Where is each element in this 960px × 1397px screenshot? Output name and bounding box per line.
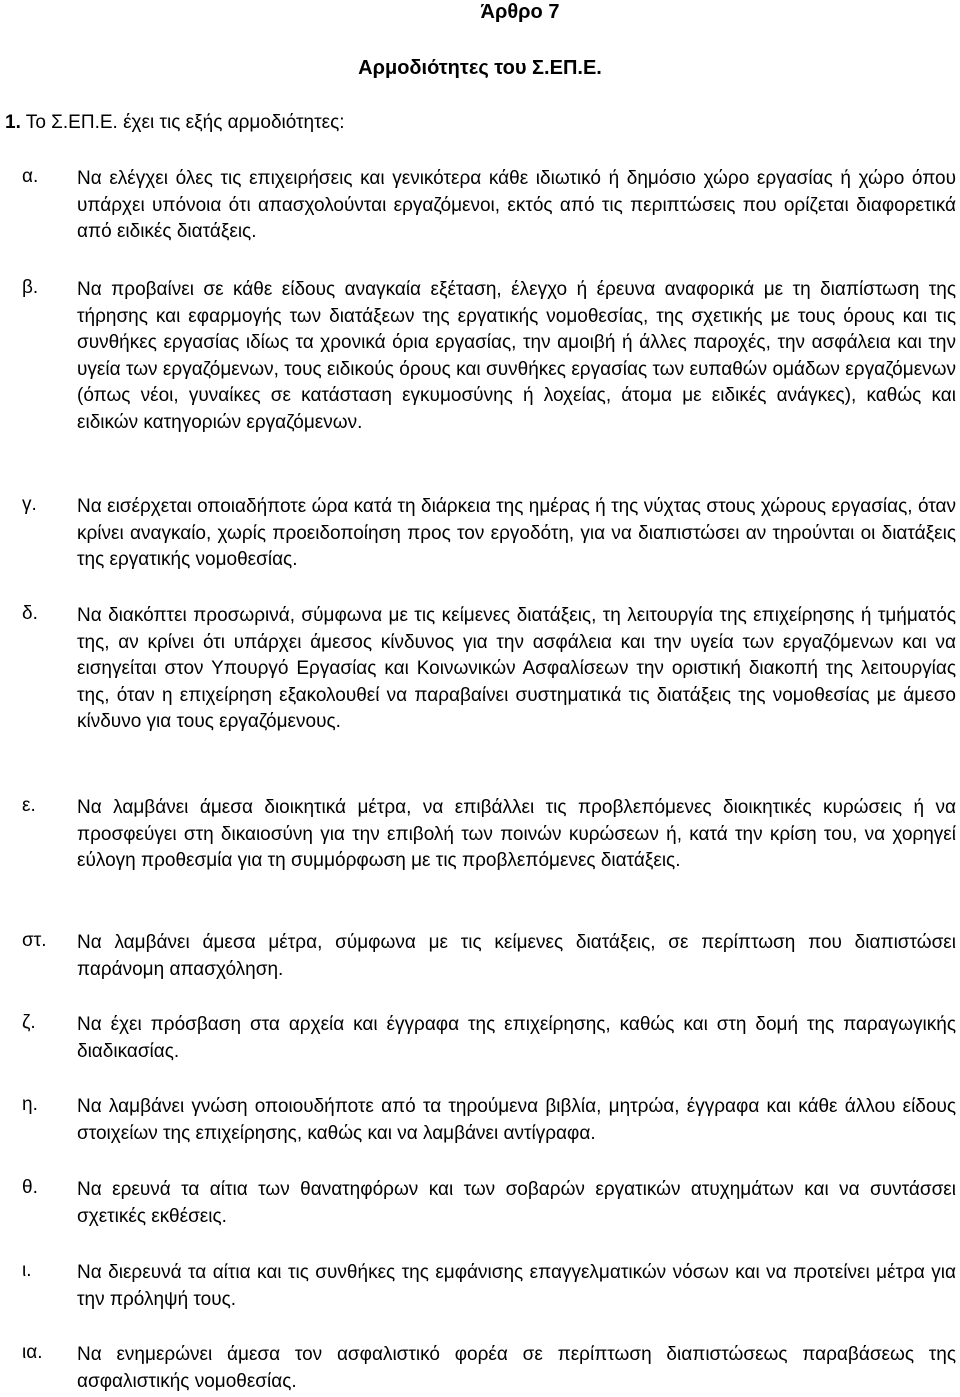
article-title: Άρθρο 7	[480, 1, 560, 23]
intro-text: Το Σ.ΕΠ.Ε. έχει τις εξής αρμοδιότητες:	[20, 112, 345, 133]
list-item-h	[22, 1094, 956, 1147]
item-text: Να έχει πρόσβαση στα αρχεία και έγγραφα της επιχείρησης, καθώς και στη δομή της παραγωγικής διαδικασίας.	[77, 1014, 956, 1062]
list-item-b	[22, 277, 956, 436]
list-item-i	[22, 1260, 956, 1313]
item-label: ε.	[22, 795, 36, 816]
list-item-ia	[22, 1342, 956, 1395]
item-label: δ.	[22, 603, 38, 624]
list-item-e	[22, 795, 956, 875]
article-subtitle: Αρμοδιότητες του Σ.ΕΠ.Ε.	[358, 57, 602, 79]
item-label: ια.	[22, 1342, 43, 1363]
item-label: γ.	[22, 494, 37, 515]
item-text: Να εισέρχεται οποιαδήποτε ώρα κατά τη διάρκεια της ημέρας ή της νύχτας στους χώρους εργασίας, όταν κρίνει αναγκαίο, χωρίς προειδοποίηση προς τον εργοδότη, για να διαπιστώσει αν τηρούνται οι διατάξεις της εργατικής νομοθεσίας.	[77, 496, 956, 570]
item-text: Να λαμβάνει άμεσα μέτρα, σύμφωνα με τις κείμενες διατάξεις, σε περίπτωση που διαπιστώσει παράνομη απασχόληση.	[77, 932, 956, 980]
item-text: Να ερευνά τα αίτια των θανατηφόρων και των σοβαρών εργατικών ατυχημάτων και να συντάσσει σχετικές εκθέσεις.	[77, 1179, 956, 1227]
list-item-st	[22, 930, 956, 983]
list-item-c	[22, 494, 956, 574]
item-text: Να διακόπτει προσωρινά, σύμφωνα με τις κείμενες διατάξεις, τη λειτουργία της επιχείρησης ή τμήματός της, αν κρίνει ότι υπάρχει άμεσος κίνδυνος για την ασφάλεια και την υγεία των εργαζόμενων και να εισηγείται στον Υπουργό Εργασίας και Κοινωνικών Ασφαλίσεων την οριστική διακοπή της λειτουργίας της, όταν η επιχείρηση εξακολουθεί να παραβαίνει συστηματικά τις διατάξεις της νομοθεσίας με άμεσο κίνδυνο για τους εργαζόμενους.	[77, 605, 956, 732]
item-text: Να ελέγχει όλες τις επιχειρήσεις και γενικότερα κάθε ιδιωτικό ή δημόσιο χώρο εργασίας ή χώρο όπου υπάρχει υπόνοια ότι απασχολούνται εργαζόμενοι, εκτός από τις περιπτώσεις που ορίζεται διαφορετικά από ειδικές διατάξεις.	[77, 168, 956, 242]
item-label: β.	[22, 277, 39, 298]
item-label: η.	[22, 1094, 38, 1115]
list-item-d	[22, 603, 956, 736]
item-label: α.	[22, 166, 39, 187]
item-label: στ.	[22, 930, 47, 951]
list-item-a	[22, 166, 956, 246]
intro-paragraph	[5, 112, 345, 134]
item-text: Να λαμβάνει γνώση οποιουδήποτε από τα τηρούμενα βιβλία, μητρώα, έγγραφα και κάθε άλλου είδους στοιχείων της επιχείρησης, καθώς και να λαμβάνει αντίγραφα.	[77, 1096, 956, 1144]
item-label: ζ.	[22, 1012, 36, 1033]
intro-number: 1.	[5, 112, 21, 133]
item-label: ι.	[22, 1260, 32, 1281]
item-text: Να ενημερώνει άμεσα τον ασφαλιστικό φορέα σε περίπτωση διαπιστώσεως παραβάσεως της ασφαλιστικής νομοθεσίας.	[77, 1344, 956, 1392]
item-text: Να προβαίνει σε κάθε είδους αναγκαία εξέταση, έλεγχο ή έρευνα αναφορικά με τη διαπίστωση της τήρησης και εφαρμογής των διατάξεων της εργατικής νομοθεσίας, της σχετικής με τους όρους και τις συνθήκες εργασίας ιδίως τα χρονικά όρια εργασίας, την αμοιβή ή άλλες παροχές, την ασφάλεια και την υγεία των εργαζόμενων, τους ειδικούς όρους και συνθήκες εργασίας των ευπαθών ομάδων εργαζόμενων (όπως νέοι, γυναίκες σε κατάσταση εγκυμοσύνης ή λοχείας, άτομα με ειδικές ανάγκες), καθώς και ειδικών κατηγοριών εργαζόμενων.	[77, 279, 956, 433]
item-text: Να διερευνά τα αίτια και τις συνθήκες της εμφάνισης επαγγελματικών νόσων και να προτείνει μέτρα για την πρόληψή τους.	[77, 1262, 956, 1310]
item-label: θ.	[22, 1177, 38, 1198]
list-item-th	[22, 1177, 956, 1230]
list-item-z	[22, 1012, 956, 1065]
item-text: Να λαμβάνει άμεσα διοικητικά μέτρα, να επιβάλλει τις προβλεπόμενες διοικητικές κυρώσεις ή να προσφεύγει στη δικαιοσύνη για την επιβολή των ποινών κυρώσεων ή, κατά την κρίση του, να χορηγεί εύλογη προθεσμία για τη συμμόρφωση με τις προβλεπόμενες διατάξεις.	[77, 797, 956, 871]
